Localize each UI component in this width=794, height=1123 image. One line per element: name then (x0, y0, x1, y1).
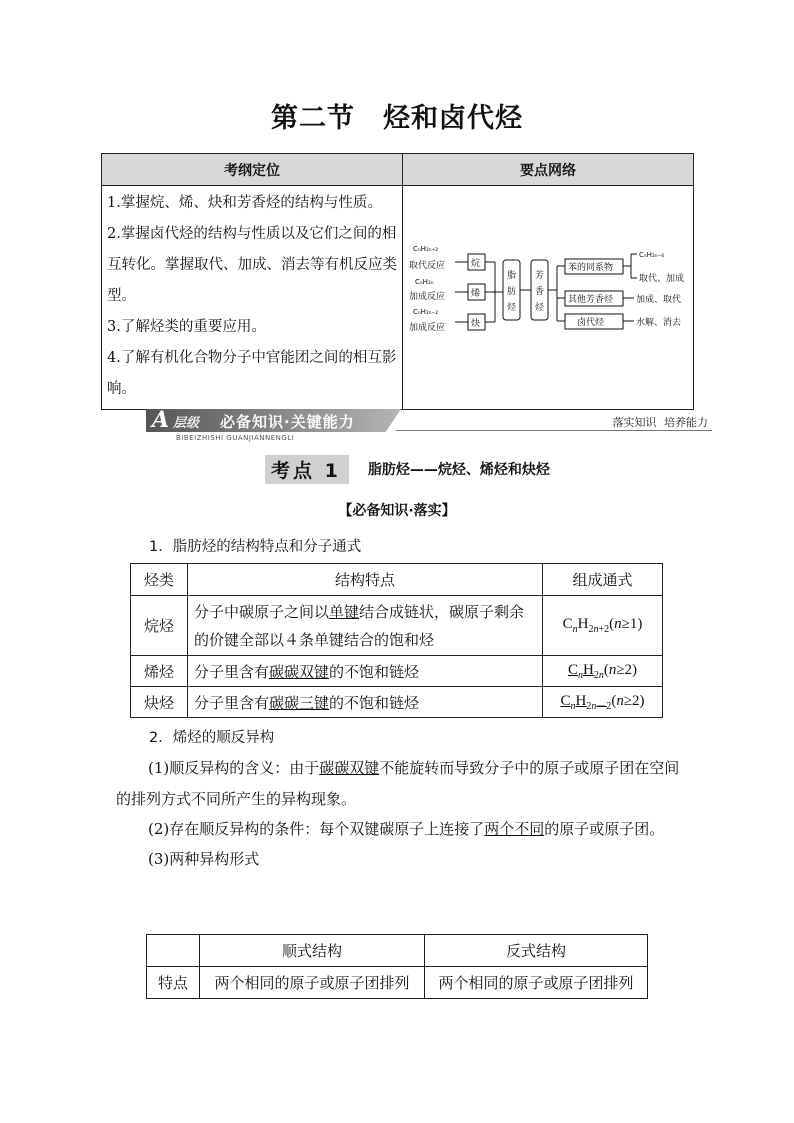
row-structure: 分子里含有碳碳双键的不饱和链烃 (188, 656, 543, 687)
reaction-alkane: 取代反应 (409, 261, 446, 271)
paragraph-3: (3)两种异构形式 (148, 850, 260, 868)
type-alkene: 烯 (471, 289, 481, 299)
col-header: 烃类 (131, 564, 188, 596)
group-aromatic-2: 香 (535, 287, 545, 297)
corner-cell (147, 935, 200, 967)
outline-item: 4.了解有机化合物分子中官能团之间的相互影响。 (107, 350, 397, 397)
banner-right-text: 落实知识 培养能力 (612, 416, 708, 429)
row-type: 烷烃 (131, 596, 188, 656)
col-header-cis: 顺式结构 (200, 935, 425, 967)
group-aromatic-1: 芳 (535, 271, 545, 281)
table-row (131, 687, 663, 718)
banner-title: 必备知识·关键能力 (220, 413, 355, 431)
box-haloalkane: 卤代烃 (577, 318, 605, 328)
knowledge-network-diagram (403, 186, 704, 401)
outline-cell (102, 186, 403, 410)
box-other-aromatics: 其他芳香烃 (568, 295, 614, 305)
row-label: 特点 (147, 967, 200, 999)
banner-pinyin: BIBEIZHISHI GUANJIANNENGLI (176, 434, 295, 442)
banner-level-text: 层级 (173, 416, 200, 431)
row-formula: $C_nH_{2n}(n\ge 2)$ (543, 656, 663, 687)
kaodian-heading (265, 455, 550, 484)
row-formula: $C_nH_{2n+2}(n\ge 1)$ (543, 596, 663, 656)
outline-item: 3.了解烃类的重要应用。 (107, 319, 266, 335)
col-header: 结构特点 (188, 564, 543, 596)
group-aliphatic-3: 烃 (507, 303, 517, 313)
trans-feature: 两个相同的原子或原子团排列 (425, 967, 648, 999)
outline-item: 2.掌握卤代烃的结构与性质以及它们之间的相互转化。掌握取代、加成、消去等有机反应类型。 (107, 226, 397, 304)
formula-alkyne: CₙH₂ₙ₋₂ (413, 308, 439, 316)
row-structure: 分子中碳原子之间以单键结合成链状，碳原子剩余的价键全部以４条单键结合的饱和烃 (188, 596, 543, 656)
heading-2: 2．烯烃的顺反异构 (149, 730, 275, 746)
label-sub-add: 取代、加成 (639, 274, 685, 284)
header-knowledge-network: 要点网络 (403, 154, 694, 186)
table-row (131, 596, 663, 656)
level-banner (146, 409, 712, 433)
type-alkane: 烷 (471, 259, 481, 269)
paragraph-2: (2)存在顺反异构的条件：每个双键碳原子上连接了两个不同的原子或原子团。 (148, 820, 665, 838)
formula-benzene-homolog: CₙH₂ₙ₋₆ (639, 251, 665, 259)
network-cell (403, 186, 694, 410)
box-benzene-homologs: 苯的同系物 (568, 263, 614, 273)
paragraph-1: (1)顺反异构的含义：由于碳碳双键不能旋转而导致分子中的原子或原子团在空间的排列方式不同所产生的异构现象。 (116, 759, 680, 808)
banner-rule (396, 430, 712, 431)
reaction-alkene: 加成反应 (409, 292, 446, 302)
overview-table (101, 153, 694, 410)
col-header-trans: 反式结构 (425, 935, 648, 967)
section-title: 【必备知识·落实】 (338, 503, 456, 519)
kaodian-text: 脂肪烃——烷烃、烯烃和炔烃 (367, 462, 550, 478)
reaction-alkyne: 加成反应 (409, 323, 446, 333)
label-add-sub: 加成、取代 (636, 295, 682, 305)
header-exam-outline: 考纲定位 (102, 154, 403, 186)
label-hydrolysis-elim: 水解、消去 (636, 318, 682, 328)
col-header: 组成通式 (543, 564, 663, 596)
formula-alkane: CₙH₂ₙ₊₂ (413, 245, 439, 253)
kaodian-label: 考点 1 (265, 455, 349, 484)
page-title: 第二节 烃和卤代烃 (271, 103, 523, 134)
group-aromatic-3: 烃 (535, 303, 545, 313)
type-alkyne: 炔 (471, 319, 481, 329)
banner-level-letter: A (152, 407, 170, 433)
row-type: 炔烃 (131, 687, 188, 718)
aliphatic-table (130, 563, 663, 718)
outline-item: 1.掌握烷、烯、炔和芳香烃的结构与性质。 (107, 195, 382, 211)
cis-feature: 两个相同的原子或原子团排列 (200, 967, 425, 999)
row-structure: 分子里含有碳碳三键的不饱和链烃 (188, 687, 543, 718)
row-formula: $C_nH_{2n-2}(n\ge 2)$ (543, 687, 663, 718)
formula-alkene: CₙH₂ₙ (415, 278, 434, 286)
table-row (131, 656, 663, 687)
row-type: 烯烃 (131, 656, 188, 687)
heading-1: 1．脂肪烃的结构特点和分子通式 (149, 539, 362, 555)
group-aliphatic-2: 肪 (507, 287, 517, 297)
group-aliphatic-1: 脂 (507, 271, 517, 281)
isomer-table (146, 934, 648, 999)
